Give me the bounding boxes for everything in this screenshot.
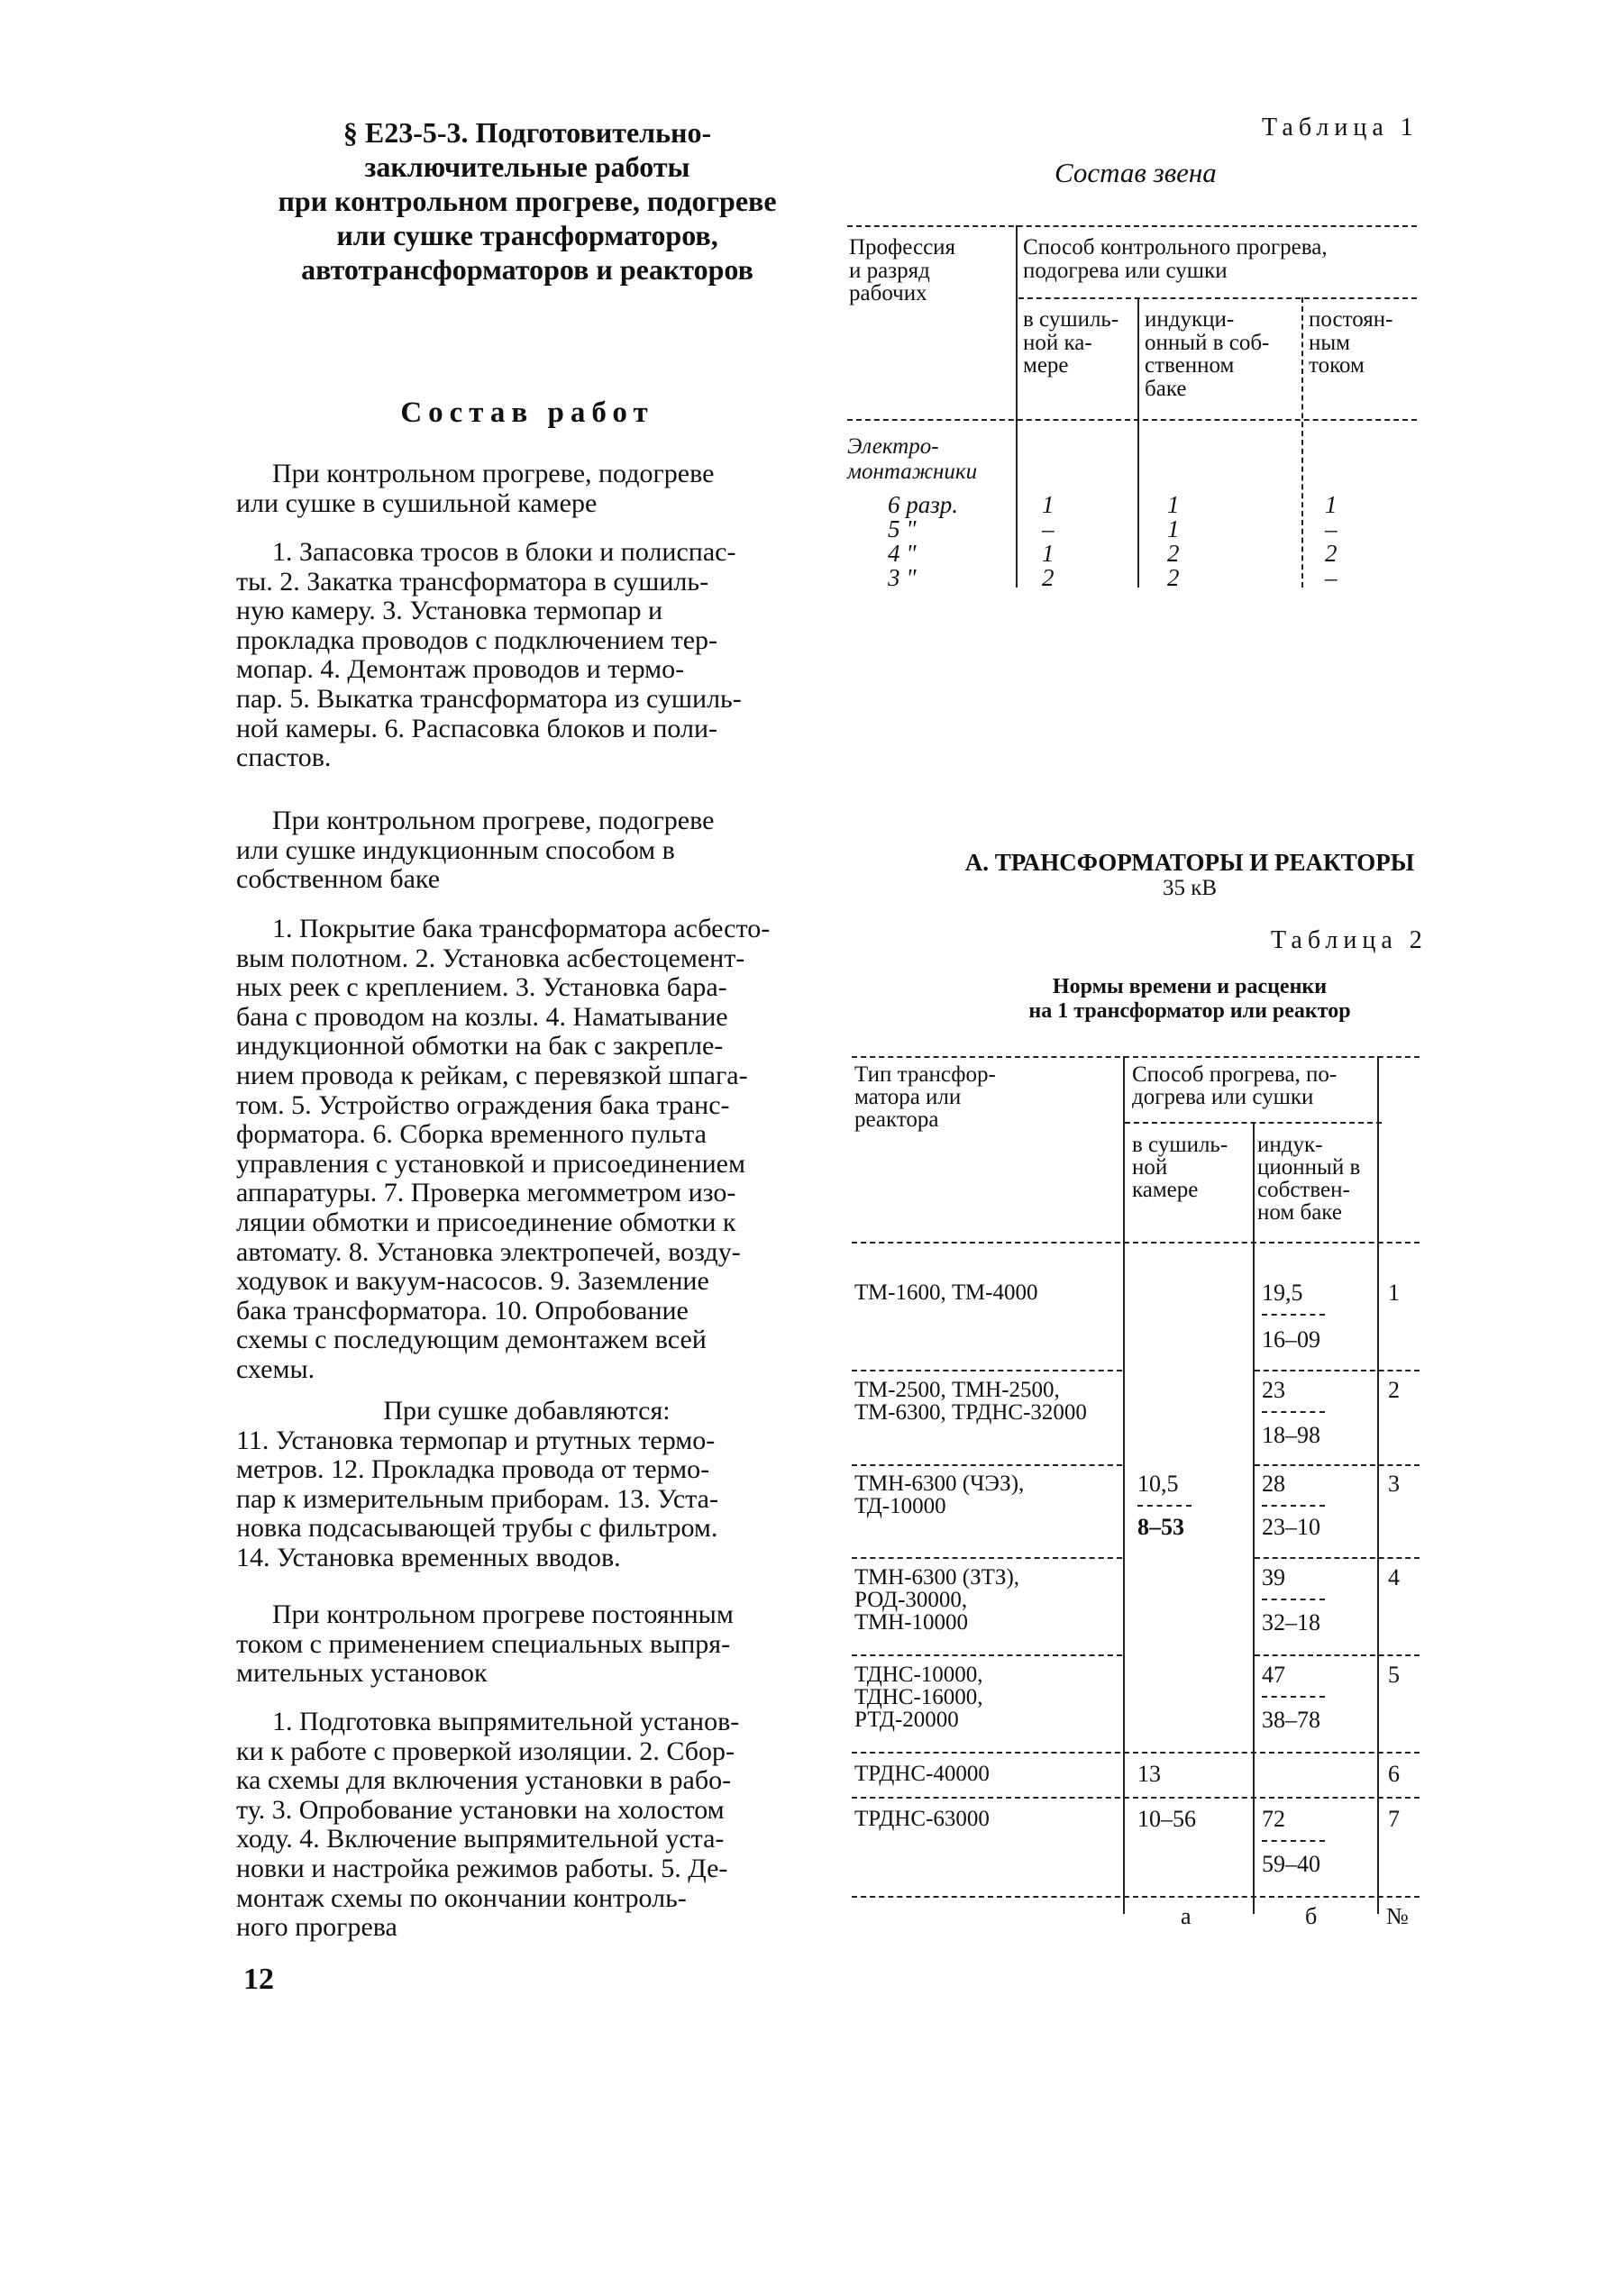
table1-value: – bbox=[1042, 515, 1055, 542]
text-line: ходувок и вакуум-насосов. 9. Заземление bbox=[236, 1266, 709, 1297]
type-line: ТМН-6300 (ЗТЗ), bbox=[854, 1565, 1020, 1590]
table1-value: – bbox=[1325, 564, 1338, 591]
text-line: автомату. 8. Установка электропечей, возду- bbox=[236, 1236, 741, 1267]
table1-value: – bbox=[1325, 515, 1338, 542]
text-line: 1. Покрытие бака трансформатора асбесто- bbox=[272, 914, 771, 943]
text-line: мительных установок bbox=[236, 1658, 488, 1689]
table1-value: 2 bbox=[1042, 564, 1055, 591]
table2-type bbox=[854, 1472, 1024, 1517]
table1-rule-top bbox=[847, 225, 1417, 227]
text-line: новка подсасывающей трубы с фильтром. bbox=[236, 1513, 718, 1544]
header-line: рабочих bbox=[849, 281, 927, 305]
subsection-heading: А. ТРАНСФОРМАТОРЫ И РЕАКТОРЫ bbox=[964, 849, 1415, 876]
text-line: током с применением специальных выпря- bbox=[236, 1628, 731, 1659]
table2-footer-no: № bbox=[1386, 1903, 1409, 1929]
paragraph-drying-additions bbox=[236, 1397, 817, 1573]
table2-head-type bbox=[854, 1063, 996, 1131]
text-line: ты. 2. Закатка трансформатора в сушиль- bbox=[236, 566, 709, 597]
text-line: или сушке индукционным способом в bbox=[236, 834, 675, 865]
table2-row-rule bbox=[1255, 1557, 1420, 1559]
header-line: ным bbox=[1309, 330, 1350, 355]
header-line: индукци- bbox=[1145, 307, 1235, 332]
table1-grade: 3 " bbox=[888, 564, 917, 591]
section-title-line: заключительные работы bbox=[364, 150, 690, 183]
table1-divider bbox=[1016, 225, 1018, 588]
header-line: индук- bbox=[1257, 1133, 1323, 1157]
type-line: ТД-10000 bbox=[854, 1494, 946, 1518]
table2-ind-rate: 38–78 bbox=[1262, 1707, 1320, 1733]
table2-rule-top bbox=[852, 1056, 1420, 1058]
table2-row-rule bbox=[852, 1654, 1122, 1656]
table2-ind-norm: 28 bbox=[1262, 1471, 1285, 1497]
table2-row-rule bbox=[852, 1557, 1122, 1559]
table2-ind-rate: 59–40 bbox=[1262, 1851, 1320, 1877]
header-line: подогрева или сушки bbox=[1023, 258, 1228, 283]
text-line: бана с проводом на козлы. 4. Наматывание bbox=[236, 1001, 728, 1032]
table1-grade: 6 разр. bbox=[888, 491, 959, 518]
group-line: монтажники bbox=[847, 460, 978, 484]
table2-divider bbox=[1123, 1056, 1125, 1914]
section-title-line: при контрольном прогреве, подогреве bbox=[278, 185, 777, 217]
table2-type bbox=[854, 1566, 1019, 1634]
table2-type bbox=[854, 1663, 983, 1731]
text-line: форматора. 6. Сборка временного пульта bbox=[236, 1119, 707, 1150]
text-line: При сушке добавляются: bbox=[383, 1396, 671, 1426]
fraction-bar bbox=[1262, 1411, 1325, 1413]
caption-line: Нормы времени и расценки bbox=[1052, 975, 1328, 998]
text-line: или сушке в сушильной камере bbox=[236, 487, 598, 518]
table2-head-dryer bbox=[1132, 1134, 1228, 1201]
table2-type: ТМ-1600, ТМ-4000 bbox=[854, 1280, 1038, 1305]
fraction-bar bbox=[1262, 1840, 1325, 1842]
subsection-voltage: 35 кВ bbox=[1162, 876, 1218, 900]
table1-value: 1 bbox=[1042, 491, 1055, 518]
table2-row-no: 7 bbox=[1388, 1806, 1400, 1832]
text-line: мопар. 4. Демонтаж проводов и термо- bbox=[236, 654, 685, 685]
header-line: собствен- bbox=[1257, 1178, 1350, 1202]
table2-ind-norm: 19,5 bbox=[1262, 1280, 1303, 1306]
table1-head-method bbox=[1023, 236, 1328, 282]
text-line: управления с установкой и присоединением bbox=[236, 1148, 745, 1179]
text-line: пар. 5. Выкатка трансформатора из сушиль- bbox=[236, 683, 742, 714]
header-line: баке bbox=[1145, 376, 1187, 401]
section-title-line: или сушке трансформаторов, bbox=[336, 219, 718, 251]
table2-row-no: 3 bbox=[1388, 1471, 1400, 1497]
text-line: схемы с последующим демонтажем всей bbox=[236, 1325, 707, 1355]
text-line: монтаж схемы по окончании контроль- bbox=[236, 1882, 687, 1913]
table1-divider bbox=[1301, 297, 1303, 588]
table2-type: ТРДНС-63000 bbox=[854, 1807, 990, 1831]
table2-rule-bottom bbox=[852, 1896, 1420, 1898]
table2-dryer-rate: 10–56 bbox=[1137, 1806, 1196, 1832]
table2-ind-norm: 72 bbox=[1262, 1806, 1285, 1832]
fraction-bar bbox=[1262, 1696, 1325, 1698]
text-line: собственном баке bbox=[236, 864, 441, 895]
text-line: спастов. bbox=[236, 743, 332, 773]
type-line: ТДНС-10000, bbox=[854, 1663, 983, 1687]
table2-ind-rate: 16–09 bbox=[1262, 1326, 1320, 1353]
text-line: ную камеру. 3. Установка термопар и bbox=[236, 596, 663, 626]
table2-head-method bbox=[1132, 1063, 1337, 1108]
header-line: в сушиль- bbox=[1132, 1133, 1228, 1157]
header-line: онный в соб- bbox=[1145, 330, 1270, 355]
table1-caption: Состав звена bbox=[1055, 157, 1217, 188]
table1-head-dc bbox=[1309, 308, 1392, 378]
header-line: Способ прогрева, по- bbox=[1132, 1062, 1338, 1087]
page-number: 12 bbox=[243, 1963, 274, 1996]
text-line: ных реек с креплением. 3. Установка бара- bbox=[236, 972, 727, 1003]
section-title bbox=[239, 115, 816, 287]
text-line: ту. 3. Опробование установки на холостом bbox=[236, 1794, 725, 1825]
table1-group-label bbox=[847, 434, 977, 485]
table2-row-no: 1 bbox=[1388, 1280, 1400, 1306]
table2-ind-norm: 39 bbox=[1262, 1564, 1285, 1590]
fraction-bar bbox=[1262, 1314, 1325, 1316]
text-line: аппаратуры. 7. Проверка мегомметром изо- bbox=[236, 1178, 736, 1208]
text-line: При контрольном прогреве, подогреве bbox=[272, 459, 715, 488]
paragraph-dc-intro bbox=[236, 1600, 817, 1689]
table1-label: Таблица 1 bbox=[1262, 114, 1419, 141]
table1-value: 2 bbox=[1325, 540, 1338, 567]
header-line: током bbox=[1309, 353, 1365, 378]
type-line: ТМН-6300 (ЧЭЗ), bbox=[854, 1471, 1025, 1496]
text-line: ного прогрева bbox=[236, 1912, 397, 1943]
header-line: мере bbox=[1023, 353, 1069, 378]
text-line: ки к работе с проверкой изоляции. 2. Сбор- bbox=[236, 1736, 735, 1766]
text-line: ка схемы для включения установки в рабо- bbox=[236, 1765, 732, 1796]
fraction-bar bbox=[1262, 1599, 1325, 1600]
composition-heading: Состав работ bbox=[400, 396, 654, 429]
text-line: метров. 12. Прокладка провода от термо- bbox=[236, 1454, 710, 1485]
header-line: реактора bbox=[854, 1107, 939, 1132]
table2-head-induction bbox=[1257, 1134, 1360, 1224]
table1-rule-head bbox=[847, 419, 1417, 421]
table2-caption bbox=[865, 975, 1514, 1024]
section-title-line: § Е23-5-3. Подготовительно- bbox=[342, 116, 712, 149]
text-line: При контрольном прогреве, подогреве bbox=[272, 806, 715, 835]
header-line: Способ контрольного прогрева, bbox=[1023, 235, 1328, 260]
paragraph-induction-steps bbox=[236, 915, 817, 1385]
text-line: схемы. bbox=[236, 1353, 315, 1384]
fraction-bar bbox=[1137, 1505, 1192, 1507]
header-line: и разряд bbox=[849, 258, 930, 283]
header-line: ной bbox=[1132, 1155, 1168, 1180]
paragraph-dc-steps bbox=[236, 1708, 817, 1943]
header-line: матора или bbox=[854, 1085, 962, 1109]
text-line: нием провода к рейкам, с перевязкой шпага- bbox=[236, 1060, 748, 1090]
text-line: 14. Установка временных вводов. bbox=[236, 1542, 621, 1572]
text-line: пар к измерительным приборам. 13. Уста- bbox=[236, 1483, 718, 1514]
table2-type: ТРДНС-40000 bbox=[854, 1762, 990, 1786]
text-line: ходу. 4. Включение выпрямительной уста- bbox=[236, 1824, 725, 1854]
paragraph-induction-intro bbox=[236, 806, 817, 895]
header-line: Профессия bbox=[849, 235, 956, 260]
header-line: ственном bbox=[1145, 353, 1235, 378]
header-line: ной ка- bbox=[1023, 330, 1092, 355]
table2-footer-b: б bbox=[1305, 1903, 1318, 1929]
type-line: ТМ-6300, ТРДНС-32000 bbox=[854, 1400, 1087, 1425]
table2-row-rule bbox=[852, 1370, 1122, 1371]
table1-grade: 4 " bbox=[888, 540, 917, 567]
table2-row-rule bbox=[1255, 1370, 1420, 1371]
table2-footer-a: а bbox=[1181, 1903, 1192, 1929]
header-line: постоян- bbox=[1309, 307, 1393, 332]
table2-row-no: 4 bbox=[1388, 1564, 1400, 1590]
header-line: в сушиль- bbox=[1023, 307, 1119, 332]
table2-type bbox=[854, 1379, 1087, 1424]
fraction-bar bbox=[1262, 1505, 1325, 1507]
table1-rule-sub bbox=[1018, 297, 1417, 299]
table2-label: Таблица 2 bbox=[1271, 926, 1428, 954]
text-line: 1. Подготовка выпрямительной установ- bbox=[272, 1707, 740, 1736]
caption-line: на 1 трансформатор или реактор bbox=[1028, 999, 1351, 1023]
table1-value: 1 bbox=[1042, 540, 1055, 567]
text-line: вым полотном. 2. Установка асбестоцемент- bbox=[236, 943, 745, 973]
section-title-line: автотрансформаторов и реакторов bbox=[301, 253, 753, 286]
header-line: камере bbox=[1132, 1178, 1199, 1202]
table1-value: 1 bbox=[1167, 515, 1180, 542]
text-line: 11. Установка термопар и ртутных термо- bbox=[236, 1425, 716, 1455]
table2-row-rule bbox=[852, 1464, 1122, 1466]
type-line: ТМ-2500, ТМН-2500, bbox=[854, 1378, 1060, 1402]
table1-value: 2 bbox=[1167, 540, 1180, 567]
table1-head-dryer bbox=[1023, 308, 1119, 378]
table1-value: 1 bbox=[1325, 491, 1338, 518]
table2-ind-rate: 18–98 bbox=[1262, 1422, 1320, 1448]
table2-row-rule bbox=[852, 1752, 1420, 1754]
table2-divider bbox=[1253, 1122, 1255, 1914]
header-line: ном баке bbox=[1257, 1200, 1342, 1225]
text-line: прокладка проводов с подключением тер- bbox=[236, 624, 718, 655]
text-line: При контрольном прогреве постоянным bbox=[272, 1599, 734, 1629]
type-line: РТД-20000 bbox=[854, 1708, 959, 1732]
type-line: РОД-30000, bbox=[854, 1588, 968, 1612]
text-line: ляции обмотки и присоединение обмотки к bbox=[236, 1207, 736, 1237]
text-line: индукционной обмотки на бак с закрепле- bbox=[236, 1031, 724, 1061]
text-line: новки и настройка режимов работы. 5. Де- bbox=[236, 1853, 728, 1883]
text-line: 1. Запасовка тросов в блоки и полиспас- bbox=[272, 537, 736, 567]
table2-dryer-rate: 8–53 bbox=[1137, 1514, 1184, 1540]
table2-row-no: 2 bbox=[1388, 1377, 1400, 1403]
table1-head-profession bbox=[849, 236, 955, 305]
table1-divider bbox=[1137, 297, 1139, 588]
paragraph-dryer-intro bbox=[236, 460, 817, 518]
text-line: том. 5. Устройство ограждения бака транс- bbox=[236, 1089, 730, 1120]
table2-rule-head bbox=[852, 1242, 1420, 1244]
table1-head-induction bbox=[1145, 308, 1269, 400]
table1-value: 1 bbox=[1167, 491, 1180, 518]
table2-divider bbox=[1377, 1056, 1379, 1914]
table2-row-no: 5 bbox=[1388, 1662, 1400, 1688]
table1-grade: 5 " bbox=[888, 515, 917, 542]
table2-row-no: 6 bbox=[1388, 1761, 1400, 1787]
paragraph-dryer-steps bbox=[236, 538, 817, 773]
type-line: ТДНС-16000, bbox=[854, 1685, 983, 1709]
table2-dryer-norm: 10,5 bbox=[1137, 1471, 1179, 1497]
text-line: ной камеры. 6. Распасовка блоков и поли- bbox=[236, 713, 718, 743]
group-line: Электро- bbox=[847, 434, 939, 459]
table2-row-rule bbox=[1255, 1654, 1420, 1656]
table2-row-rule bbox=[1255, 1464, 1420, 1466]
table2-ind-rate: 23–10 bbox=[1262, 1514, 1320, 1540]
table2-ind-rate: 32–18 bbox=[1262, 1609, 1320, 1635]
table2-ind-norm: 47 bbox=[1262, 1662, 1285, 1688]
table2-ind-norm: 23 bbox=[1262, 1377, 1285, 1403]
header-line: ционный в bbox=[1257, 1155, 1361, 1180]
header-line: догрева или сушки bbox=[1132, 1085, 1314, 1109]
text-line: бака трансформатора. 10. Опробование bbox=[236, 1295, 689, 1326]
table2-dryer-norm: 13 bbox=[1137, 1761, 1161, 1787]
type-line: ТМН-10000 bbox=[854, 1610, 969, 1635]
table1-value: 2 bbox=[1167, 564, 1180, 591]
table2-row-rule bbox=[852, 1797, 1420, 1799]
header-line: Тип трансфор- bbox=[854, 1062, 996, 1087]
